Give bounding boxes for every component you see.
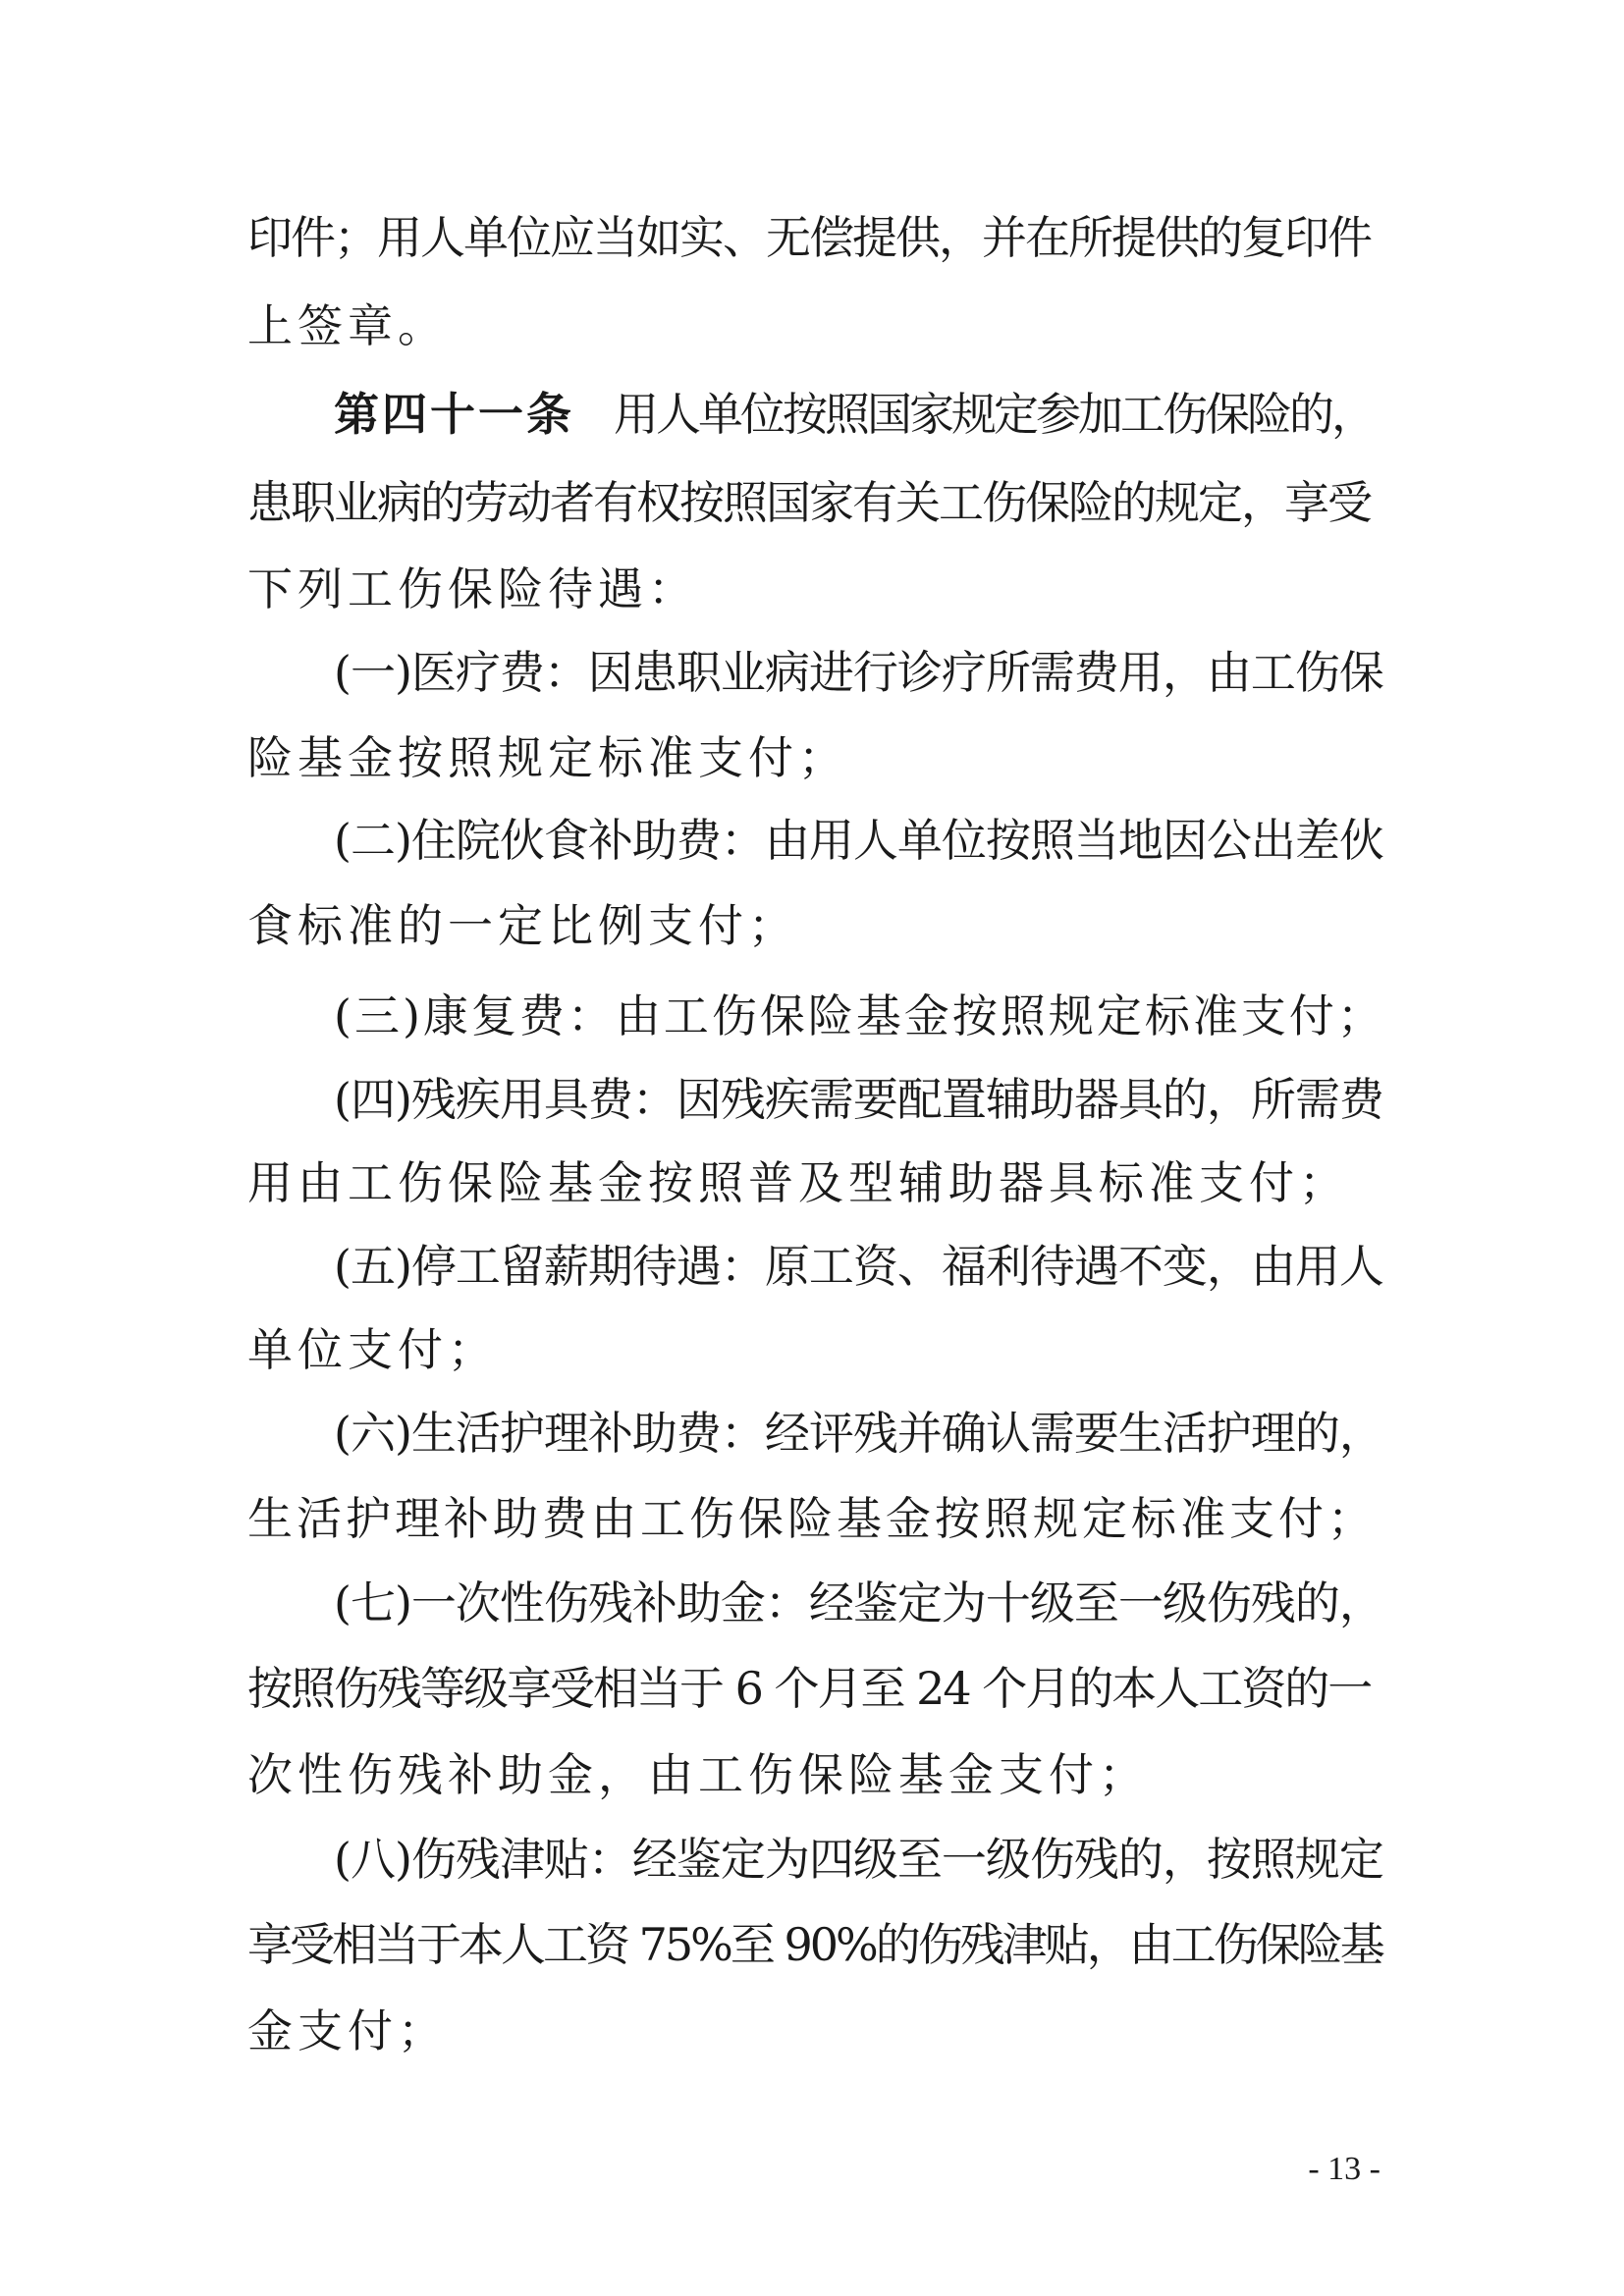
list-item-line: 险基金按照规定标准支付； (247, 731, 848, 784)
list-item-line: (四)残疾用具费：因残疾需要配置辅助器具的，所需费 (334, 1073, 1383, 1126)
list-item-line: (六)生活护理补助费：经评残并确认需要生活护理的， (334, 1407, 1383, 1460)
paragraph-line: 下列工伤保险待遇： (247, 562, 698, 615)
article-number: 第四十一条 (334, 388, 574, 441)
list-item-line: (二)住院伙食补助费：由用人单位按照当地因公出差伙 (334, 814, 1383, 867)
article-text: 用人单位按照国家规定参加工伤保险的， (614, 388, 1374, 441)
list-item-line: (八)伤残津贴：经鉴定为四级至一级伤残的，按照规定 (334, 1833, 1383, 1886)
list-item-line: 享受相当于本人工资 75%至 90%的伤残津贴，由工伤保险基 (247, 1918, 1382, 1971)
paragraph-line: 上签章。 (247, 299, 448, 352)
paragraph-line: 印件；用人单位应当如实、无偿提供，并在所提供的复印件 (247, 211, 1371, 264)
list-item-line: 按照伤残等级享受相当于 6 个月至 24 个月的本人工资的一 (247, 1662, 1372, 1715)
list-item-line: 单位支付； (247, 1323, 498, 1376)
list-item-line: 食标准的一定比例支付； (247, 899, 798, 952)
page-number: - 13 - (1308, 2151, 1380, 2187)
list-item-line: (三)康复费：由工伤保险基金按照规定标准支付； (334, 989, 1385, 1042)
list-item-line: 金支付； (247, 2004, 448, 2057)
list-item-line: 生活护理补助费由工伤保险基金按照规定标准支付； (247, 1492, 1377, 1545)
paragraph-line: 患职业病的劳动者有权按照国家有关工伤保险的规定，享受 (247, 476, 1371, 529)
list-item-line: 次性伤残补助金，由工伤保险基金支付； (247, 1748, 1149, 1801)
article-heading-line (334, 385, 1386, 444)
list-item-line: (七)一次性伤残补助金：经鉴定为十级至一级伤残的， (334, 1576, 1383, 1629)
list-item-line: (一)医疗费：因患职业病进行诊疗所需费用，由工伤保 (334, 646, 1383, 699)
list-item-line: 用由工伤保险基金按照普及型辅助器具标准支付； (247, 1156, 1349, 1209)
list-item-line: (五)停工留薪期待遇：原工资、福利待遇不变，由用人 (334, 1240, 1383, 1293)
